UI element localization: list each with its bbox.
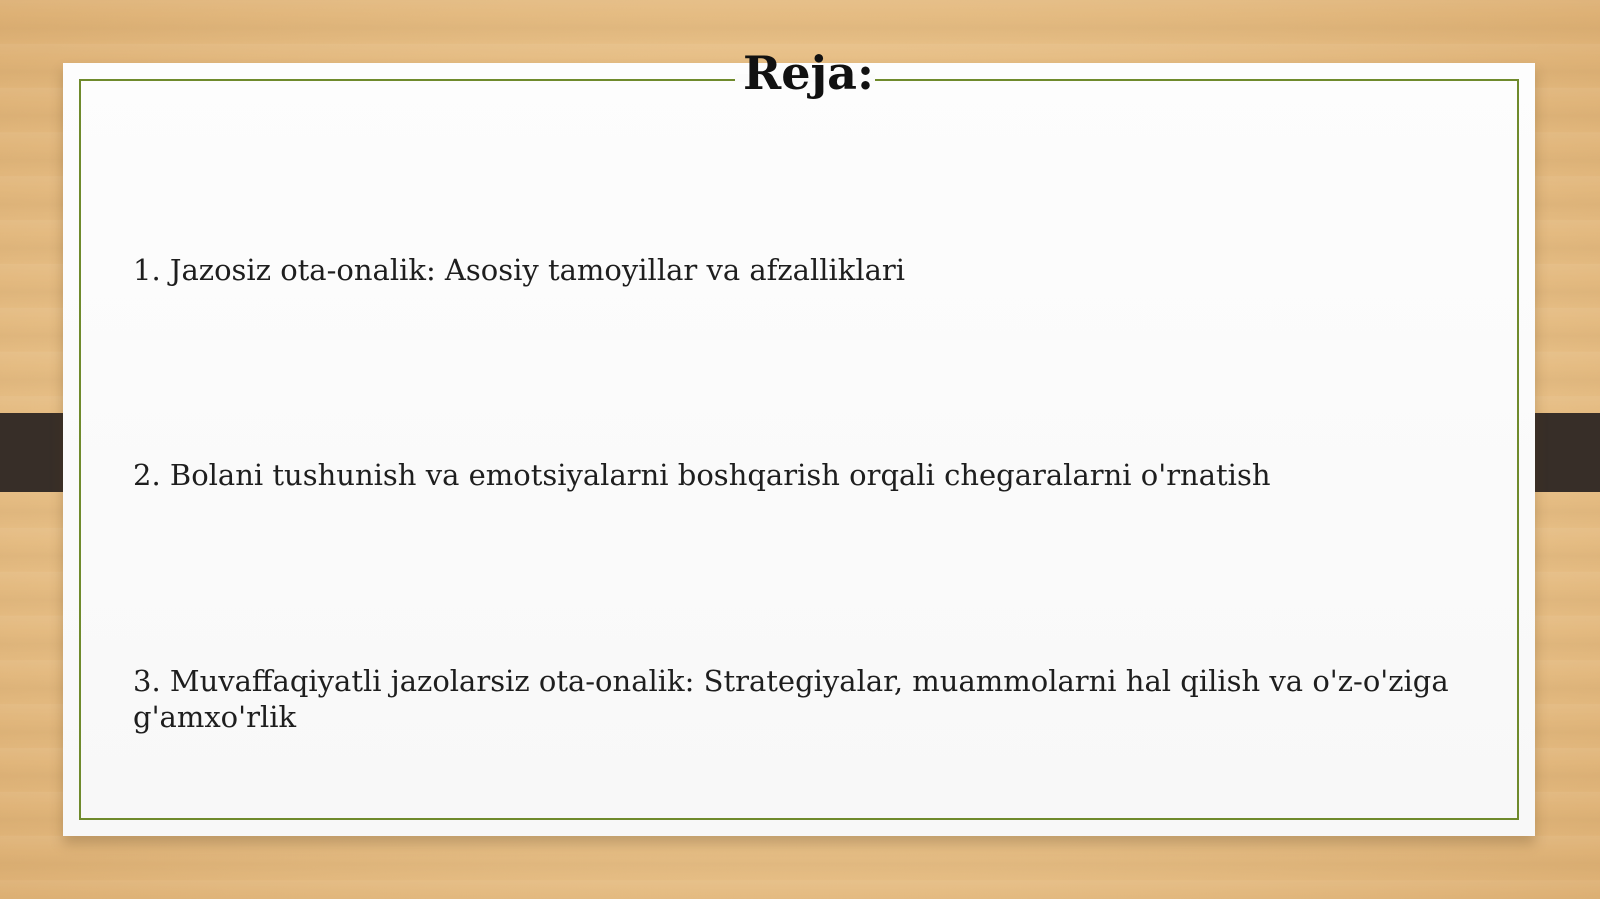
plan-item-3: 3. Muvaffaqiyatli jazolarsiz ota-onalik: Strategiyalar, muammolarni hal qilish va o'z-o'ziga g'amxo'rlik bbox=[133, 664, 1449, 734]
slide-title: Reja: bbox=[743, 46, 874, 100]
plan-item-1: 1. Jazosiz ota-onalik: Asosiy tamoyillar va afzalliklari bbox=[133, 253, 906, 287]
plan-item-2: 2. Bolani tushunish va emotsiyalarni boshqarish orqali chegaralarni o'rnatish bbox=[133, 458, 1271, 492]
